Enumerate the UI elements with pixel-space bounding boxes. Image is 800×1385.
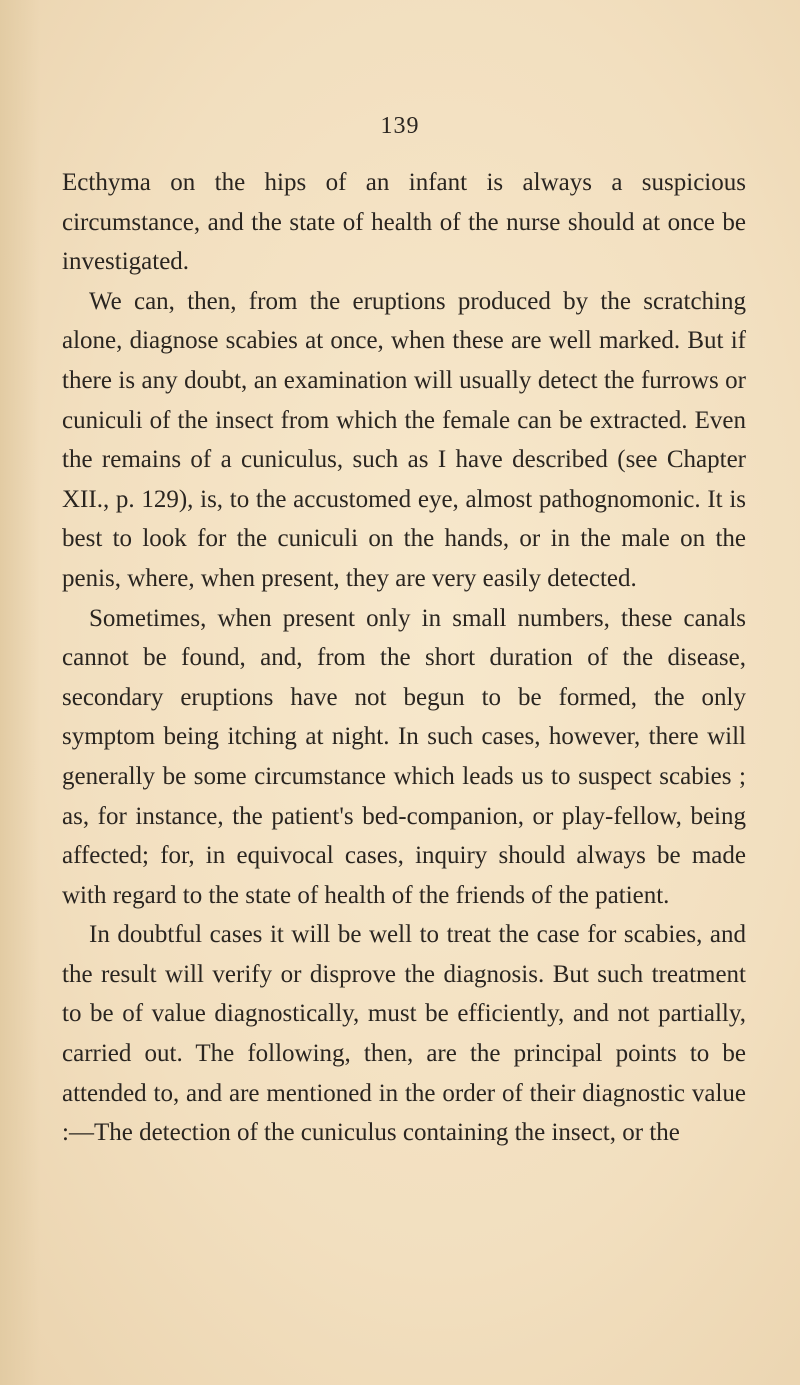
page-number: 139 bbox=[380, 113, 420, 139]
page-edge-shadow bbox=[0, 0, 40, 1385]
paragraph-3: Sometimes, when present only in small numbers, these canals cannot be found, and, from the short duration of the disease, secondary eruptions have not begun to be formed, the only symptom being itching at night. In such cases, however, there will generally be some circumstance which leads us to suspect scabies ; as, for instance, the patient's bed-companion, or play-fellow, being affected; for, in equivocal cases, inquiry should always be made with regard to the state of health of the friends of the patient. bbox=[62, 604, 746, 909]
paragraph-4: In doubtful cases it will be well to treat the case for scabies, and the result will verify or disprove the diagnosis. But such treatment to be of value diagnostically, must be efficiently, and not partially, carried out. The following, then, are the principal points to be attended to, and are mentioned in the order of their diagnostic value :—The detection of the cuniculus containing the insect, or the bbox=[62, 921, 746, 1147]
paragraph-2: We can, then, from the eruptions produced by the scratching alone, diagnose scabies at once, when these are well marked. But if there is any doubt, an examination will usually detect the furrows or cuniculi of the insect from which the female can be extracted. Even the remains of a cuniculus, such as I have described (see Chapter XII., p. 129), is, to the accustomed eye, almost pathognomonic. It is best to look for the cuniculi on the hands, or in the male on the penis, where, when present, they are very easily detected. bbox=[62, 287, 746, 592]
body-text bbox=[62, 163, 746, 1153]
paragraph-1: Ecthyma on the hips of an infant is always a suspicious circumstance, and the state of health of the nurse should at once be investigated. bbox=[62, 169, 746, 276]
